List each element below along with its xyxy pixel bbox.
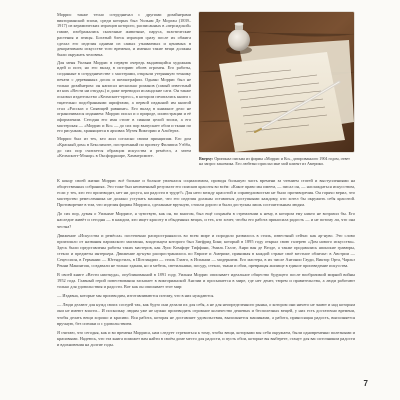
paragraph: Моррис также тесно сотрудничал с другими дизайнерами викторианской эпохи, среди которых был Уильям Де Морган (1839–1917) из керамических изразцов которого, расписанных в «персидской» гамме, изображались сказочные животные, паруса, экзотические растения и птицы. Богатый блеск изразцов сразу после их обжига сделал его изделия одними из самых узнаваемых и ценимых в декоративном искусстве того времени, и именно такие вещи должны были окружать человека. <box>57 12 191 58</box>
letter-photo <box>199 12 354 152</box>
paragraph: Моррис был из тех, кто жил согласно своим принципам. Его дом «Красный дом» в Бекслихите, построенный по проекту Филиппа Уэбба, до сих пор считается образцом искусства и ремёсел, а затем «Келмскотт-Мэнор» в Оксфордшире, Хаммерсмите. <box>57 136 191 159</box>
paragraph: Я считаю, что сегодня, как и во времена Морриса, нам следует стремиться к тому, чтобы вещи, которыми мы себя окружаем, были одновременно полезными и красивыми. Надеюсь, что эта книга поможет вам найти в своём доме место для радости, и пусть обои, которые вы выберете, станут для вас источником радости и вдохновения на долгие годы. <box>57 329 355 347</box>
photo-caption <box>199 156 354 167</box>
paragraph: До сих пор, думая о Уильяме Моррисе, я чувствую, как он, во многом, был ещё сохранён в стремлении к нему, в котором ему никто не возразил бы. Его наследие живёт и сегодня — в каждом, кто ищет красоту в обыденных вещах, и тех, кто хочет, чтобы его работа приносила радость — и не потому ли, что она честна? <box>57 211 355 229</box>
paragraph: К концу своей жизни Моррис всё больше и больше увлекался социализмом, проводя большую часть времени за чтением статей и выступлениями на общественных собраниях. Это тоже был неизменный результат его поисков красоты во всём: «Какое право мы имеем, — писал он, — наслаждаться искусством, если у тех, кто его производит, нет ни досуга, ни радости в труде?» Для него между красотой и справедливостью не было противоречия. Он горячо верил, что мастерство ремесленника не должно уступать машине, что его изделия должны оставаться доступными каждому, кто хотел бы окружить себя красотой. Противоречие в том, что изделия фирмы Морриса, сделанные вручную, стоили дорого и были доступны лишь состоятельным людям. <box>57 178 355 208</box>
page-number: 7 <box>363 379 368 388</box>
paragraph: Для меня Уильям Моррис в первую очередь выдающийся художник идей и поэт, но его вклад в историю обоев огромен. Его работы, созданные в сотрудничестве с мастерами, открыли утерянную технику печати с деревянных досок и шелкографии. Однако Моррис был не только дизайнером: он написал несколько романов (самый известный из них «Вести ни откуда») и даже переводил исландские саги. Он также основал издательство «Келмскотт-пресс», в котором печатались книги с тщательно подобранными шрифтами, а первой изданной им книгой стал «Рассказ о Сияющей равнине». Его вклад в книжное дело не ограничивался изданием: Моррис писал и о природе, иллюстрации и её оформлении. Сегодня его имя стоит в сиянии целой эпохи, а его мастерская — «Моррис и Ко» — до сих пор выпускает обои и ткани по его рисункам, хранящиеся в архивах Музея Виктории и Альберта. <box>57 59 191 134</box>
left-text-column <box>57 12 191 161</box>
paragraph: Движение «Искусства и ремёсла» постепенно распространялось во всем мире и породило развилось в стиль, известный сейчас как ар-нуво. Это слово произошло от названия парижского магазина, владельцем которого был Зигфрид Бинг, который в 1895 году открыл свою галерею «Дом нового искусства». Здесь были представлены работы таких мастеров, как Луис Комфорт Тиффани, Эмиль Галле, Анри ван де Велде, а также продавались японские гравюры, стекло и предметы интерьера. Движение ар-нуво распространилось по Европе и Америке, принимая в каждой стране своё местное обличье: в Австрии — Сецессион, в Германии — Югендстиль, в Шотландии — стиль Глазго, в Испании — модернизм. Его мастера, в их числе Антонио Гауди, Виктор Орта, Чарльз Ренни Макинтош, создавали не только здания, но и мебель, светильники, посуду, стекло, ткани и обои, превращая жилище в единое произведение искусства. <box>57 232 355 269</box>
caption-label: Вверху: <box>199 156 214 161</box>
paragraph: — Люди делают для нужд своих соседей так, как будто они делали их для себя, а не для неопределенного рынка, о котором они ничего не знают и над которым они не имеют власти... И поскольку людям уже не нужно производить огромное количество дешевых и бесполезных вещей, у них есть достаточно времени, чтобы делать вещи хорошо и красиво. Вся работа, которая не доставляет удовольствия, выполняется машинами, а работа, приносящая радость, выполняется вручную, без спешки и с удовольствием. <box>57 302 355 326</box>
paragraph: — Издавна, которые мы производим, изготавливаются потому, что в них нуждаются. <box>57 293 215 299</box>
paragraph: В своей книге «Вести ниоткуда», опубликованной в 1891 году, Уильям Моррис описывает идеальное общество будущего после вообразимой мирной войны 1952 года. Главный герой повествования засыпает в викторианской Англии и просыпается в мире, где нет денег, тюрем и правительства, а люди работают только для удовольствия и радости. Вот как он описывает этот мир: <box>57 272 355 290</box>
caption-text: Оригинал письма из фирмы «Моррис и Ко», датированного 1904 годом, ответ на запрос заказчика. Его любезно прислал мне мой клиент из Америки. <box>199 156 350 167</box>
body-text <box>57 178 355 351</box>
